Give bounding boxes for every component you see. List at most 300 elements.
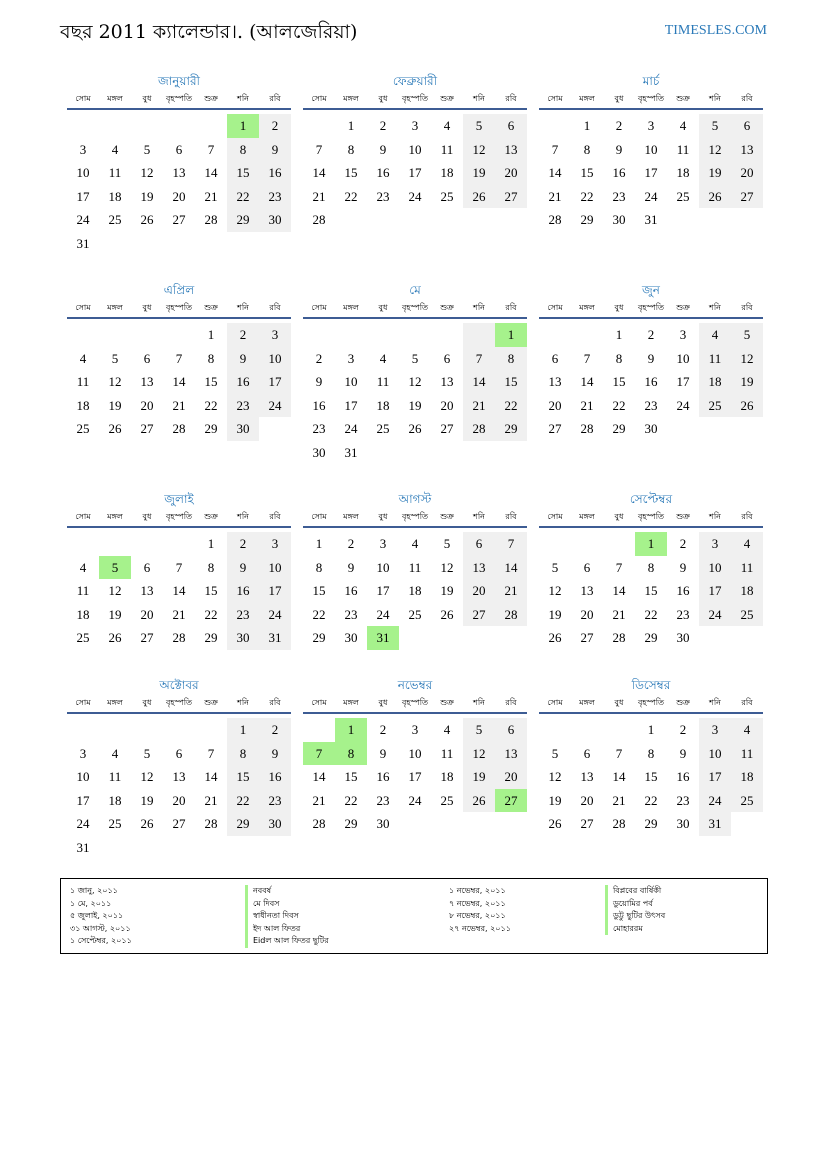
day-cell: 6 <box>495 718 527 742</box>
day-cell: 6 <box>175 745 183 761</box>
day-cell: 13 <box>140 583 154 599</box>
day-cell: 20 <box>172 188 186 204</box>
empty-cell <box>431 323 463 347</box>
month-block <box>303 72 527 232</box>
day-cell: 1 <box>227 114 259 138</box>
holiday-entry: স্বাধীনতা দিবস <box>253 911 299 921</box>
day-cell: 30 <box>344 630 358 646</box>
day-cell: 3 <box>411 118 419 133</box>
weekday-header <box>67 508 291 528</box>
week-row <box>303 532 527 556</box>
day-cell: 18 <box>108 188 122 204</box>
weekday-label: সোম <box>547 697 563 707</box>
day-cell: 7 <box>175 350 183 366</box>
holiday-list <box>60 878 768 954</box>
weekday-label: শনি <box>473 511 485 521</box>
weekday-label: সোম <box>311 93 327 103</box>
day-cell: 24 <box>676 397 690 413</box>
weekday-label: বৃহস্পতি <box>401 697 429 707</box>
day-cell: 13 <box>495 138 527 162</box>
day-cell: 29 <box>644 630 658 646</box>
day-cell: 9 <box>259 742 291 766</box>
empty-cell <box>699 626 731 650</box>
day-cell: 30 <box>312 444 326 460</box>
day-cell: 6 <box>583 559 591 575</box>
day-cell: 27 <box>172 212 186 228</box>
holiday-entry: ১ সেপ্টেম্বর, ২০১১ <box>70 936 132 946</box>
day-cell: 19 <box>108 606 122 622</box>
week-row <box>67 789 291 813</box>
empty-cell <box>539 323 571 347</box>
weekday-label: বৃহস্পতি <box>165 511 193 521</box>
day-cell: 10 <box>344 374 358 390</box>
day-cell: 5 <box>699 114 731 138</box>
day-cell: 21 <box>612 606 626 622</box>
day-cell: 12 <box>699 138 731 162</box>
day-cell: 24 <box>76 212 90 228</box>
holiday-dates-right <box>449 885 511 935</box>
weekday-label: বৃহস্পতি <box>637 697 665 707</box>
day-cell: 24 <box>644 188 658 204</box>
holiday-entry: ডুট্টু ছুটির উৎসব <box>613 911 666 921</box>
day-cell: 5 <box>463 718 495 742</box>
holiday-names-left <box>245 885 329 948</box>
day-cell: 2 <box>227 323 259 347</box>
empty-cell <box>99 718 131 742</box>
weekday-label: মঙ্গল <box>343 302 359 312</box>
month-block <box>67 281 291 441</box>
weekday-label: বৃহস্পতি <box>401 93 429 103</box>
day-cell: 21 <box>312 792 326 808</box>
day-cell: 2 <box>259 114 291 138</box>
empty-cell <box>195 114 227 138</box>
week-row <box>67 232 291 256</box>
day-cell: 30 <box>376 816 390 832</box>
empty-cell <box>131 232 163 256</box>
day-cell: 4 <box>79 559 87 575</box>
day-cell: 16 <box>376 769 390 785</box>
day-cell: 20 <box>548 397 562 413</box>
day-cell: 6 <box>551 350 559 366</box>
holiday-entry: ৩১ আগস্ট, ২০১১ <box>70 923 131 933</box>
day-cell: 14 <box>172 583 186 599</box>
week-row <box>539 394 763 418</box>
weekday-label: শনি <box>709 93 721 103</box>
empty-cell <box>571 532 603 556</box>
weekday-label: রবি <box>741 302 753 312</box>
day-cell: 27 <box>172 816 186 832</box>
empty-cell <box>399 812 431 836</box>
holiday-entry: বিপ্লবের বার্ষিকী <box>613 886 662 895</box>
weekday-label: বৃহস্পতি <box>637 93 665 103</box>
day-cell: 9 <box>227 556 259 580</box>
day-cell: 20 <box>495 161 527 185</box>
day-cell: 9 <box>315 374 323 390</box>
day-cell: 26 <box>108 630 122 646</box>
weekday-label: মঙ্গল <box>343 697 359 707</box>
day-cell: 15 <box>312 583 326 599</box>
day-cell: 20 <box>731 161 763 185</box>
day-cell: 30 <box>227 417 259 441</box>
day-cell: 11 <box>731 556 763 580</box>
holiday-entry: ইদ আল ফিতর <box>253 923 301 933</box>
day-cell: 12 <box>140 769 154 785</box>
weekday-label: শুক্র <box>440 93 454 103</box>
weekday-header <box>67 90 291 110</box>
day-cell: 20 <box>580 792 594 808</box>
day-cell: 21 <box>548 188 562 204</box>
day-cell: 17 <box>644 165 658 181</box>
empty-cell <box>495 208 527 232</box>
day-cell: 3 <box>679 327 687 342</box>
day-cell: 10 <box>644 141 658 157</box>
empty-cell <box>399 208 431 232</box>
day-cell: 20 <box>172 792 186 808</box>
empty-cell <box>431 441 463 465</box>
day-cell: 17 <box>408 165 422 181</box>
empty-cell <box>463 323 495 347</box>
day-cell: 21 <box>580 397 594 413</box>
day-cell: 23 <box>312 421 326 437</box>
day-cell: 5 <box>99 556 131 580</box>
weekday-label: বুধ <box>614 697 624 707</box>
weekday-label: বৃহস্পতি <box>165 697 193 707</box>
week-row <box>67 718 291 742</box>
empty-cell <box>99 232 131 256</box>
week-row <box>303 417 527 441</box>
day-cell: 27 <box>440 421 454 437</box>
day-cell: 7 <box>495 532 527 556</box>
weekday-label: মঙ্গল <box>579 511 595 521</box>
day-cell: 13 <box>463 556 495 580</box>
weekday-label: রবি <box>741 697 753 707</box>
weekday-label: মঙ্গল <box>579 93 595 103</box>
day-cell: 12 <box>731 347 763 371</box>
day-cell: 23 <box>344 606 358 622</box>
empty-cell <box>539 718 571 742</box>
day-cell: 20 <box>495 765 527 789</box>
day-cell: 31 <box>259 626 291 650</box>
day-cell: 4 <box>111 745 119 761</box>
day-cell: 17 <box>76 792 90 808</box>
day-cell: 11 <box>108 769 122 785</box>
week-row <box>303 603 527 627</box>
day-cell: 13 <box>580 769 594 785</box>
week-row <box>539 114 763 138</box>
day-cell: 26 <box>108 421 122 437</box>
day-cell: 23 <box>676 792 690 808</box>
day-cell: 16 <box>312 397 326 413</box>
day-cell: 6 <box>143 559 151 575</box>
day-cell: 5 <box>411 350 419 366</box>
day-cell: 3 <box>79 141 87 157</box>
day-cell: 23 <box>612 188 626 204</box>
day-cell: 28 <box>580 421 594 437</box>
day-cell: 6 <box>583 745 591 761</box>
weekday-label: বুধ <box>614 511 624 521</box>
empty-cell <box>259 232 291 256</box>
day-cell: 25 <box>408 606 422 622</box>
day-cell: 5 <box>551 745 559 761</box>
month-name: মার্চ <box>642 74 660 88</box>
empty-cell <box>67 323 99 347</box>
weekday-label: শুক্র <box>676 302 690 312</box>
empty-cell <box>195 718 227 742</box>
empty-cell <box>195 232 227 256</box>
empty-cell <box>303 718 335 742</box>
week-row <box>67 185 291 209</box>
day-cell: 23 <box>376 792 390 808</box>
week-row <box>539 532 763 556</box>
week-row <box>539 765 763 789</box>
day-cell: 20 <box>140 397 154 413</box>
day-cell: 28 <box>172 630 186 646</box>
weekday-label: বৃহস্পতি <box>165 93 193 103</box>
weekday-label: বৃহস্পতি <box>401 511 429 521</box>
weekday-label: শুক্র <box>204 697 218 707</box>
day-cell: 22 <box>227 185 259 209</box>
day-cell: 30 <box>676 816 690 832</box>
day-cell: 10 <box>76 165 90 181</box>
month-block <box>303 490 527 650</box>
holiday-dates-left <box>70 885 132 948</box>
day-cell: 3 <box>411 722 419 737</box>
day-cell: 17 <box>259 579 291 603</box>
day-cell: 29 <box>204 630 218 646</box>
day-cell: 5 <box>551 559 559 575</box>
day-cell: 16 <box>259 161 291 185</box>
day-cell: 18 <box>108 792 122 808</box>
day-cell: 28 <box>495 603 527 627</box>
day-cell: 6 <box>143 350 151 366</box>
week-row <box>539 718 763 742</box>
day-cell: 15 <box>495 370 527 394</box>
weekday-label: রবি <box>505 302 517 312</box>
weekday-label: সোম <box>311 302 327 312</box>
week-row <box>67 161 291 185</box>
day-cell: 3 <box>347 350 355 366</box>
day-cell: 21 <box>172 606 186 622</box>
weekday-label: বুধ <box>614 302 624 312</box>
month-name: জুলাই <box>164 492 194 506</box>
week-row <box>303 742 527 766</box>
day-cell: 25 <box>376 421 390 437</box>
month-name: ফেব্রুয়ারী <box>392 74 438 88</box>
week-row <box>67 626 291 650</box>
day-cell: 8 <box>227 138 259 162</box>
weekday-label: রবি <box>505 697 517 707</box>
empty-cell <box>163 232 195 256</box>
day-cell: 15 <box>344 165 358 181</box>
weekday-label: রবি <box>269 93 281 103</box>
weekday-label: বুধ <box>142 302 152 312</box>
holiday-entry: ৫ জুলাই, ২০১১ <box>70 911 124 921</box>
weekday-label: মঙ্গল <box>107 511 123 521</box>
day-cell: 14 <box>204 769 218 785</box>
week-row <box>67 579 291 603</box>
weekday-label: বুধ <box>614 93 624 103</box>
week-row <box>67 323 291 347</box>
weekday-header <box>303 508 527 528</box>
week-row <box>539 603 763 627</box>
month-name: জানুয়ারী <box>158 74 200 88</box>
day-cell: 26 <box>140 212 154 228</box>
day-cell: 2 <box>379 118 387 133</box>
month-name: জুন <box>642 283 660 297</box>
day-cell: 9 <box>615 141 623 157</box>
weekday-label: বুধ <box>142 697 152 707</box>
weekday-label: বৃহস্পতি <box>637 511 665 521</box>
empty-cell <box>603 718 635 742</box>
day-cell: 24 <box>259 603 291 627</box>
holiday-names-right <box>605 885 665 935</box>
day-cell: 23 <box>227 394 259 418</box>
empty-cell <box>99 532 131 556</box>
site-link[interactable]: TIMESLES.COM <box>664 23 767 38</box>
week-row <box>539 370 763 394</box>
week-row <box>303 718 527 742</box>
empty-cell <box>731 812 763 836</box>
day-cell: 11 <box>76 374 90 390</box>
day-cell: 4 <box>411 536 419 551</box>
empty-cell <box>731 208 763 232</box>
holiday-entry: ৮ নভেম্বর, ২০১১ <box>449 911 506 921</box>
day-cell: 30 <box>259 812 291 836</box>
day-cell: 21 <box>204 792 218 808</box>
week-row <box>539 161 763 185</box>
empty-cell <box>571 323 603 347</box>
day-cell: 16 <box>612 165 626 181</box>
day-cell: 12 <box>408 374 422 390</box>
day-cell: 3 <box>699 718 731 742</box>
day-cell: 9 <box>647 350 655 366</box>
day-cell: 28 <box>312 816 326 832</box>
day-cell: 19 <box>108 397 122 413</box>
month-block <box>539 490 763 650</box>
day-cell: 15 <box>227 765 259 789</box>
day-cell: 17 <box>699 765 731 789</box>
day-cell: 14 <box>612 769 626 785</box>
day-cell: 14 <box>495 556 527 580</box>
day-cell: 7 <box>551 141 559 157</box>
weekday-label: শনি <box>709 697 721 707</box>
day-cell: 24 <box>408 792 422 808</box>
day-cell: 21 <box>312 188 326 204</box>
day-cell: 15 <box>227 161 259 185</box>
weekday-label: শনি <box>473 697 485 707</box>
day-cell: 1 <box>615 327 623 342</box>
day-cell: 4 <box>443 722 451 737</box>
empty-cell <box>399 626 431 650</box>
weekday-header <box>539 299 763 319</box>
day-cell: 2 <box>227 532 259 556</box>
weekday-label: সোম <box>311 511 327 521</box>
day-cell: 16 <box>676 583 690 599</box>
day-cell: 6 <box>443 350 451 366</box>
day-cell: 16 <box>676 769 690 785</box>
week-row <box>67 603 291 627</box>
day-cell: 14 <box>312 769 326 785</box>
empty-cell <box>303 323 335 347</box>
day-cell: 22 <box>204 397 218 413</box>
day-cell: 3 <box>699 532 731 556</box>
weekday-label: শুক্র <box>204 511 218 521</box>
week-row <box>67 347 291 371</box>
day-cell: 29 <box>312 630 326 646</box>
day-cell: 10 <box>408 141 422 157</box>
day-cell: 13 <box>172 165 186 181</box>
day-cell: 15 <box>344 769 358 785</box>
day-cell: 30 <box>676 630 690 646</box>
month-block <box>303 281 527 465</box>
day-cell: 18 <box>731 579 763 603</box>
day-cell: 2 <box>647 327 655 342</box>
weekday-label: শুক্র <box>440 511 454 521</box>
day-cell: 3 <box>647 118 655 133</box>
holiday-entry: ডুয়োমির পর্ব <box>613 898 653 908</box>
day-cell: 11 <box>108 165 122 181</box>
holiday-entry: ১ মে, ২০১১ <box>70 898 112 908</box>
week-row <box>303 323 527 347</box>
empty-cell <box>227 232 259 256</box>
day-cell: 15 <box>644 769 658 785</box>
day-cell: 28 <box>172 421 186 437</box>
day-cell: 19 <box>699 161 731 185</box>
weekday-label: রবি <box>269 511 281 521</box>
day-cell: 9 <box>347 559 355 575</box>
month-block <box>539 281 763 441</box>
day-cell: 13 <box>548 374 562 390</box>
day-cell: 1 <box>335 718 367 742</box>
empty-cell <box>163 836 195 860</box>
day-cell: 19 <box>140 792 154 808</box>
week-row <box>303 185 527 209</box>
day-cell: 19 <box>463 765 495 789</box>
week-row <box>303 161 527 185</box>
weekday-header <box>303 299 527 319</box>
weekday-label: সোম <box>75 302 91 312</box>
day-cell: 27 <box>731 185 763 209</box>
day-cell: 30 <box>259 208 291 232</box>
week-row <box>67 394 291 418</box>
day-cell: 27 <box>580 816 594 832</box>
day-cell: 10 <box>259 556 291 580</box>
day-cell: 8 <box>207 559 215 575</box>
week-row <box>67 836 291 860</box>
empty-cell <box>131 114 163 138</box>
day-cell: 23 <box>376 188 390 204</box>
day-cell: 22 <box>644 792 658 808</box>
empty-cell <box>67 114 99 138</box>
day-cell: 14 <box>580 374 594 390</box>
weekday-label: বুধ <box>142 93 152 103</box>
holiday-entry: মে দিবস <box>253 898 280 908</box>
day-cell: 21 <box>612 792 626 808</box>
weekday-label: মঙ্গল <box>107 93 123 103</box>
empty-cell <box>495 441 527 465</box>
month-block <box>303 676 527 836</box>
day-cell: 1 <box>207 327 215 342</box>
weekday-label: রবি <box>269 697 281 707</box>
day-cell: 3 <box>259 532 291 556</box>
weekday-header <box>303 694 527 714</box>
weekday-label: শুক্র <box>204 302 218 312</box>
day-cell: 25 <box>76 421 90 437</box>
day-cell: 20 <box>580 606 594 622</box>
weekday-label: সোম <box>75 697 91 707</box>
empty-cell <box>463 626 495 650</box>
day-cell: 22 <box>612 397 626 413</box>
